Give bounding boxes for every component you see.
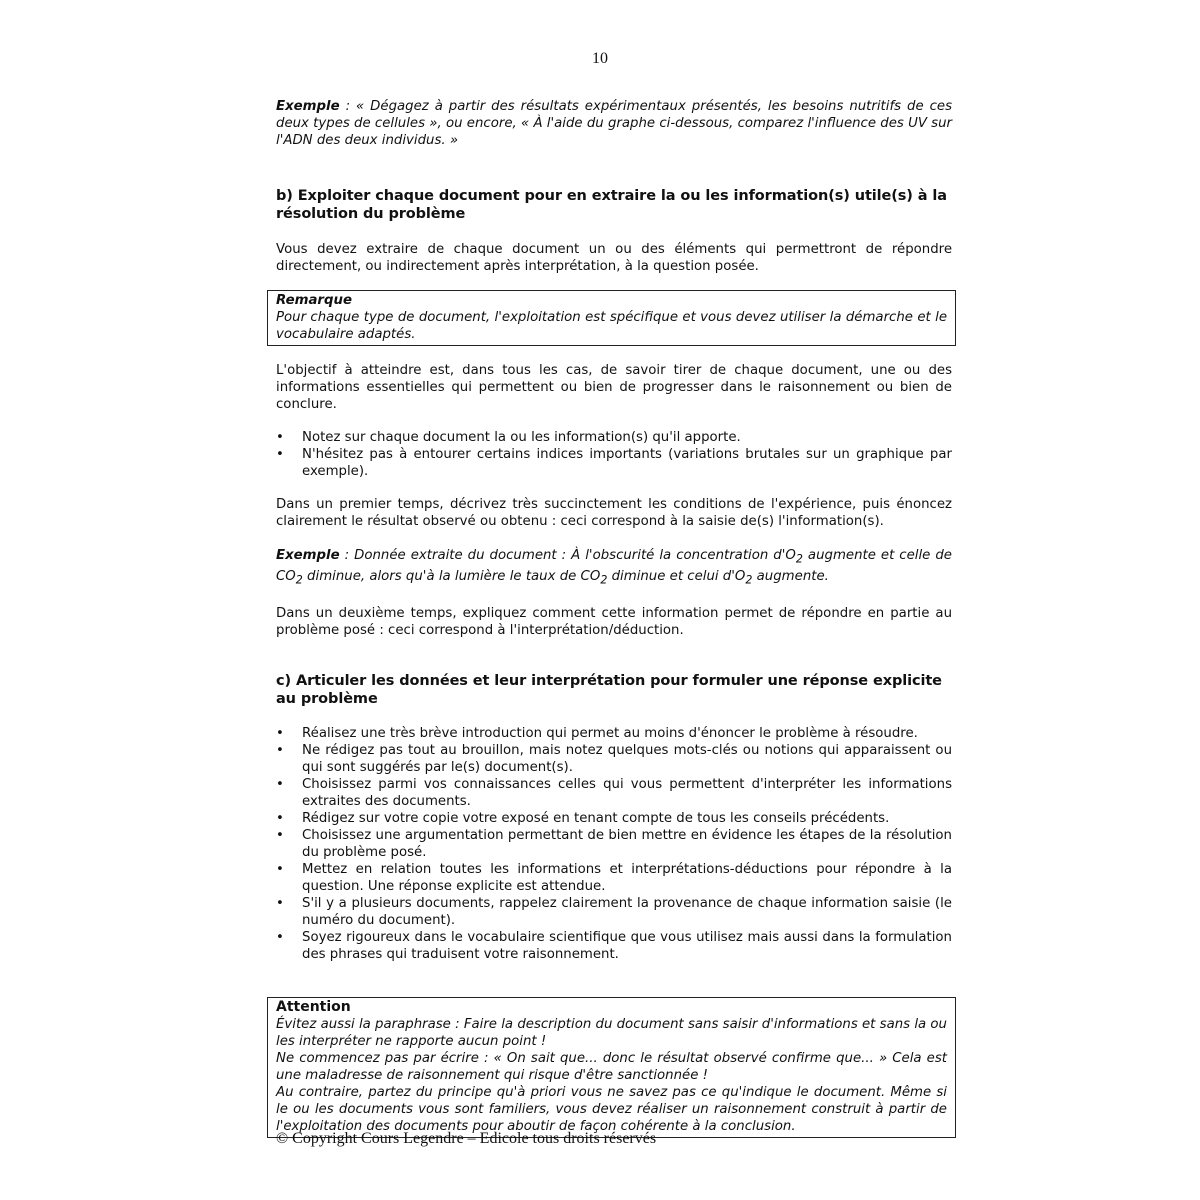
first-time-paragraph: Dans un premier temps, décrivez très succinctement les conditions de l'expérience, puis énoncez clairement le résultat observé ou obtenu : ceci correspond à la saisie de(s) l'information(s).	[276, 497, 952, 529]
remark-title: Remarque	[276, 293, 352, 308]
attention-line-2: Ne commencez pas par écrire : « On sait que... donc le résultat observé confirme que... » Cela est une maladresse de raisonnement qui risque d'être sanctionnée !	[276, 1051, 947, 1084]
remark-text: Pour chaque type de document, l'exploitation est spécifique et vous devez utiliser la démarche et le vocabulaire adaptés.	[276, 310, 947, 342]
copyright-footer: © Copyright Cours Legendre – Edicole tous droits réservés	[276, 1130, 657, 1147]
example-label: Exemple	[276, 99, 340, 114]
second-time-paragraph: Dans un deuxième temps, expliquez comment cette information permet de répondre en partie au problème posé : ceci correspond à l'interprétation/déduction.	[276, 606, 952, 639]
list-item: • N'hésitez pas à entourer certains indices importants (variations brutales sur un graphique par exemple).	[276, 447, 952, 479]
list-item: • Notez sur chaque document la ou les information(s) qu'il apporte.	[276, 430, 741, 445]
list-item: • Mettez en relation toutes les informations et interprétations-déductions pour répondre à la question. Une réponse explicite est attendue.	[276, 862, 952, 895]
section-c-bullet-list	[276, 725, 952, 963]
objective-paragraph: L'objectif à atteindre est, dans tous les cas, de savoir tirer de chaque document, une ou des informations essentielles qui permettent ou bien de progresser dans le raisonnement ou bien de conclure.	[276, 363, 952, 412]
attention-line-1: Évitez aussi la paraphrase : Faire la description du document sans saisir d'informations et sans la ou les interpréter ne rapporte aucun point !	[276, 1017, 947, 1050]
list-item: • Réalisez une très brève introduction qui permet au moins d'énoncer le problème à résoudre.	[276, 726, 918, 742]
example-text: : « Dégagez à partir des résultats expérimentaux présentés, les besoins nutritifs de ces deux types de cellules », ou encore, « À l'aide du graphe ci-dessous, comparez l'influence des UV sur l'ADN des deux individus. »	[276, 99, 952, 148]
list-item: • Choisissez une argumentation permettant de bien mettre en évidence les étapes de la résolution du problème posé.	[276, 828, 952, 861]
list-item: • Soyez rigoureux dans le vocabulaire scientifique que vous utilisez mais aussi dans la formulation des phrases qui traduisent votre raisonnement.	[276, 930, 952, 963]
example2-label: Exemple	[276, 548, 340, 563]
list-item: • Choisissez parmi vos connaissances celles qui vous permettent d'interpréter les informations extraites des documents.	[276, 777, 952, 810]
section-c-heading: c) Articuler les données et leur interprétation pour formuler une réponse explicite au problème	[276, 673, 942, 708]
attention-box	[267, 997, 956, 1138]
attention-line-3: Au contraire, partez du principe qu'à priori vous ne savez pas ce qu'indique le document. Même si le ou les documents vous sont familiers, vous devez réaliser un raisonnement construit à partir de l'exploitation des documents pour aboutir de façon cohérente à la conclusion.	[276, 1085, 947, 1135]
section-b-heading: b) Exploiter chaque document pour en extraire la ou les information(s) utile(s) à la résolution du problème	[276, 188, 947, 222]
section-b-bullet-list	[276, 429, 952, 480]
attention-title: Attention	[276, 999, 351, 1016]
page-number: 10	[592, 50, 608, 67]
example2-paragraph: Exemple : Donnée extraite du document : À l'obscurité la concentration $d'O_2$ augmente et celle de $CO_2$ diminue, alors qu'à la lumière le taux de $CO_2$ diminue et celui $d'O_2$ augmente.	[276, 548, 952, 587]
list-item: • S'il y a plusieurs documents, rappelez clairement la provenance de chaque information saisie (le numéro du document).	[276, 896, 952, 929]
list-item: • Rédigez sur votre copie votre exposé en tenant compte de tous les conseils précédents.	[276, 811, 890, 827]
page-content	[276, 98, 952, 1138]
remark-box	[267, 290, 956, 346]
section-b-intro: Vous devez extraire de chaque document un ou des éléments qui permettront de répondre directement, ou indirectement après interprétation, à la question posée.	[276, 242, 952, 274]
list-item: • Ne rédigez pas tout au brouillon, mais notez quelques mots-clés ou notions qui apparaissent ou qui sont suggérés par le(s) document(s).	[276, 743, 952, 776]
example-paragraph	[276, 98, 952, 149]
